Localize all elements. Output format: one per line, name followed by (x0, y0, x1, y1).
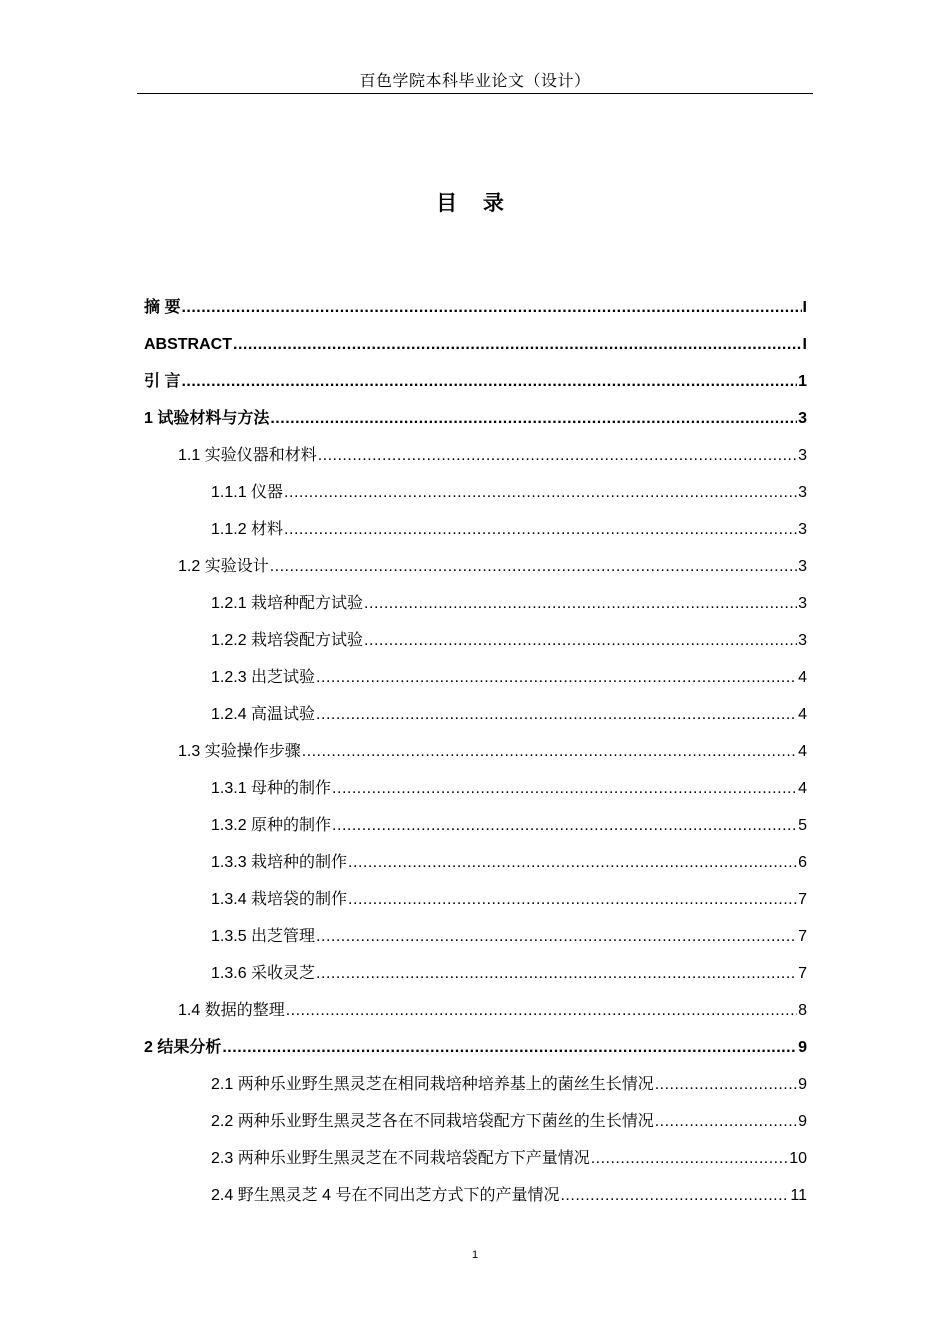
toc-entry[interactable] (211, 851, 807, 875)
toc-entry-page: 4 (798, 669, 807, 686)
toc-entry-label: 1.3 实验操作步骤 (178, 743, 301, 760)
toc-dot-leader (181, 296, 801, 320)
toc-entry-label: 1.4 数据的整理 (178, 1002, 285, 1019)
toc-entry[interactable] (211, 518, 807, 542)
toc-entry-label: ABSTRACT (144, 336, 232, 353)
toc-entry-label: 1.2.2 栽培袋配方试验 (211, 632, 364, 649)
toc-entry-label: 1.1.2 材料 (211, 521, 284, 538)
toc-entry-label: 1.1 实验仪器和材料 (178, 447, 317, 464)
page-number: 1 (471, 1249, 479, 1261)
toc-entry-page: 3 (798, 410, 807, 427)
header-divider (137, 93, 813, 94)
toc-entry[interactable] (211, 1073, 807, 1097)
toc-entry[interactable] (144, 1036, 807, 1060)
toc-entry-page: 3 (798, 632, 807, 649)
toc-entry-label: 1.3.3 栽培种的制作 (211, 854, 348, 871)
toc-dot-leader (364, 592, 797, 616)
toc-entry-label: 1.3.1 母种的制作 (211, 780, 332, 797)
toc-entry-label: 1.3.2 原种的制作 (211, 817, 332, 834)
toc-entry[interactable] (211, 703, 807, 727)
toc-entry[interactable] (211, 1110, 807, 1134)
toc-entry[interactable] (211, 925, 807, 949)
toc-entry-page: 6 (798, 854, 807, 871)
toc-entry[interactable] (178, 555, 807, 579)
toc-dot-leader (270, 407, 797, 431)
toc-entry-page: 8 (798, 1002, 807, 1019)
toc-entry-label: 2.2 两种乐业野生黑灵芝各在不同栽培袋配方下菌丝的生长情况 (211, 1113, 654, 1130)
toc-entry-label: 2.3 两种乐业野生黑灵芝在不同栽培袋配方下产量情况 (211, 1150, 590, 1167)
toc-entry-label: 1.1.1 仪器 (211, 484, 284, 501)
toc-entry-label: 2 结果分析 (144, 1039, 222, 1056)
toc-entry-label: 1 试验材料与方法 (144, 410, 270, 427)
toc-dot-leader (348, 851, 797, 875)
toc-entry[interactable] (211, 1147, 807, 1171)
toc-entry-page: 4 (798, 706, 807, 723)
toc-title: 目 录 (436, 192, 514, 215)
toc-entry-label: 引 言 (144, 373, 181, 390)
toc-dot-leader (655, 1073, 797, 1097)
toc-entry-page: 4 (798, 743, 807, 760)
toc-dot-leader (348, 888, 797, 912)
toc-entry-page: 3 (798, 447, 807, 464)
toc-dot-leader (233, 333, 802, 357)
toc-entry[interactable] (211, 1184, 807, 1208)
toc-dot-leader (222, 1036, 797, 1060)
toc-dot-leader (316, 666, 797, 690)
toc-dot-leader (284, 518, 797, 542)
toc-dot-leader (332, 777, 797, 801)
toc-entry[interactable] (178, 999, 807, 1023)
toc-dot-leader (316, 962, 797, 986)
toc-dot-leader (302, 740, 797, 764)
toc-entry[interactable] (144, 333, 807, 357)
toc-dot-leader (560, 1184, 789, 1208)
toc-dot-leader (286, 999, 797, 1023)
toc-entry-page: 3 (798, 595, 807, 612)
toc-entry-page: 3 (798, 484, 807, 501)
toc-dot-leader (181, 370, 797, 394)
toc-entry[interactable] (211, 629, 807, 653)
toc-entry-page: 7 (798, 928, 807, 945)
toc-entry[interactable] (211, 962, 807, 986)
toc-entry[interactable] (211, 592, 807, 616)
toc-entry[interactable] (178, 740, 807, 764)
toc-dot-leader (364, 629, 797, 653)
toc-entry-page: 9 (798, 1113, 807, 1130)
toc-entry-page: 9 (798, 1039, 807, 1056)
toc-entry-label: 1.2 实验设计 (178, 558, 269, 575)
toc-entry-label: 摘 要 (144, 299, 181, 316)
toc-dot-leader (284, 481, 797, 505)
toc-entry-label: 2.1 两种乐业野生黑灵芝在相同栽培种培养基上的菌丝生长情况 (211, 1076, 654, 1093)
toc-entry-page: 1 (798, 373, 807, 390)
toc-dot-leader (316, 703, 797, 727)
toc-entry-label: 1.2.1 栽培种配方试验 (211, 595, 364, 612)
toc-entry[interactable] (211, 888, 807, 912)
toc-entry-page: 9 (798, 1076, 807, 1093)
toc-entry[interactable] (211, 481, 807, 505)
toc-entry-page: 7 (798, 891, 807, 908)
toc-entry-label: 1.3.4 栽培袋的制作 (211, 891, 348, 908)
toc-entry-label: 2.4 野生黑灵芝 4 号在不同出芝方式下的产量情况 (211, 1187, 560, 1204)
toc-entry[interactable] (144, 370, 807, 394)
toc-dot-leader (270, 555, 797, 579)
toc-entry-label: 1.2.4 高温试验 (211, 706, 316, 723)
toc-entry[interactable] (211, 814, 807, 838)
toc-entry-page: 3 (798, 521, 807, 538)
toc-dot-leader (316, 925, 797, 949)
toc-entry-page: 3 (798, 558, 807, 575)
toc-entry-label: 1.3.5 出芝管理 (211, 928, 316, 945)
toc-entry-page: 4 (798, 780, 807, 797)
toc-entry[interactable] (211, 666, 807, 690)
toc-entry[interactable] (144, 407, 807, 431)
toc-entry-page: 7 (798, 965, 807, 982)
toc-entry-page: 10 (789, 1150, 807, 1167)
toc-entry-label: 1.3.6 采收灵芝 (211, 965, 316, 982)
toc-entry[interactable] (211, 777, 807, 801)
toc-dot-leader (655, 1110, 797, 1134)
page-header: 百色学院本科毕业论文（设计） (359, 73, 591, 90)
toc-entry-page: I (802, 299, 807, 316)
toc-entry[interactable] (144, 296, 807, 320)
toc-entry-page: I (802, 336, 807, 353)
toc-dot-leader (591, 1147, 789, 1171)
toc-dot-leader (332, 814, 797, 838)
toc-entry-page: 11 (790, 1187, 807, 1204)
toc-dot-leader (318, 444, 797, 468)
toc-entry-label: 1.2.3 出芝试验 (211, 669, 316, 686)
toc-entry[interactable] (178, 444, 807, 468)
toc-entry-page: 5 (798, 817, 807, 834)
